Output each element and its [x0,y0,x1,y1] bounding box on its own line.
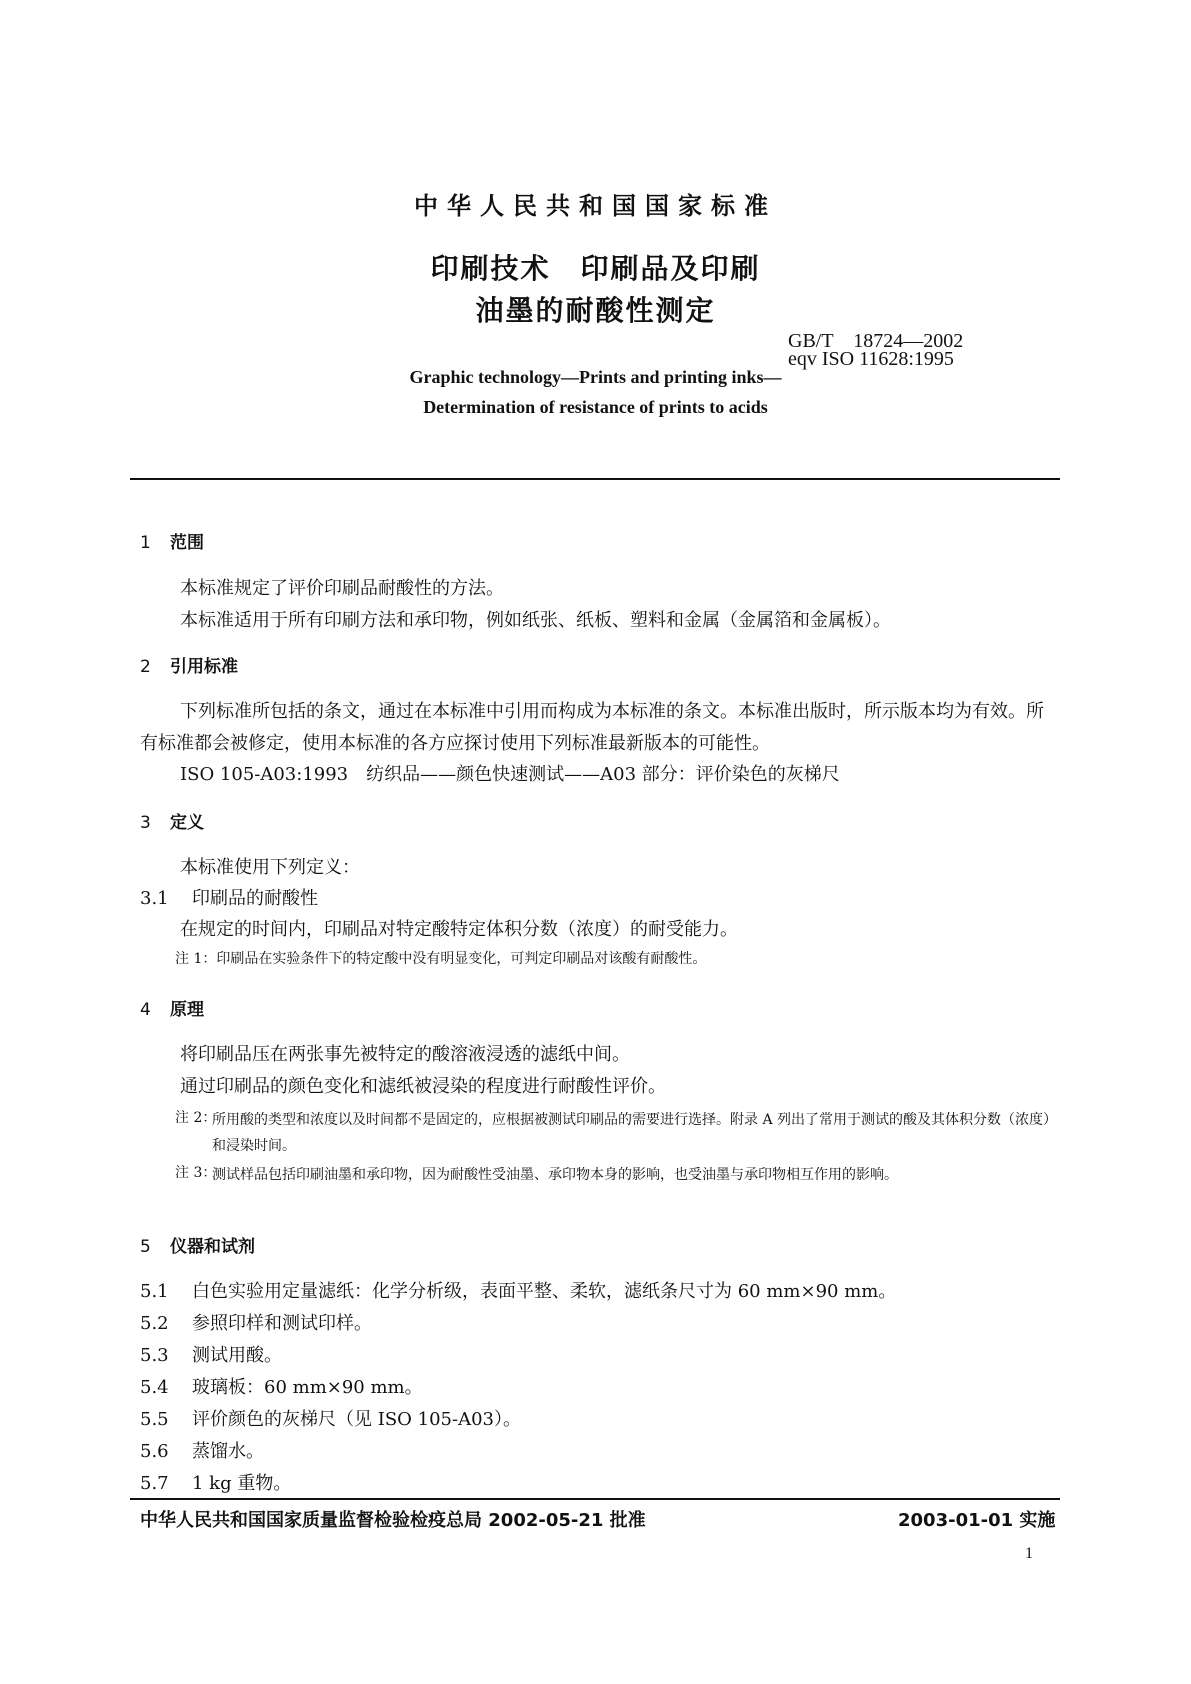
approval-line: 中华人民共和国国家质量监督检验检疫总局 2002-05-21 批准 [140,1510,646,1531]
section-number: 1 [140,533,151,553]
item-number: 5.5 [140,1409,169,1430]
section-title: 引用标准 [170,657,238,677]
note-3: 测试样品包括印刷油墨和承印物，因为耐酸性受油墨、承印物本身的影响，也受油墨与承印物相互作用的影响。 [212,1167,898,1183]
item-number: 5.3 [140,1345,169,1366]
item-text: 蒸馏水。 [192,1441,264,1462]
normative-reference: ISO 105-A03:1993 纺织品——颜色快速测试——A03 部分：评价染色的灰梯尺 [180,764,840,785]
section-4-heading [140,995,204,1020]
footer-rule [130,1498,1060,1500]
list-item [140,1277,896,1303]
list-item [140,1469,291,1495]
paragraph: 通过印刷品的颜色变化和滤纸被浸染的程度进行耐酸性评价。 [180,1076,666,1097]
national-standard-heading: 中华人民共和国国家标准 [414,192,777,220]
item-number: 5.6 [140,1441,169,1462]
definition-number: 3.1 [140,888,169,909]
note-3-label: 注 3： [175,1165,217,1181]
section-3-heading [140,808,204,833]
item-number: 5.1 [140,1281,169,1302]
list-item [140,1437,264,1463]
section-5-heading [140,1232,255,1257]
note-1: 注 1：印刷品在实验条件下的特定酸中没有明显变化，可判定印刷品对该酸有耐酸性。 [175,951,707,967]
item-number: 5.2 [140,1313,169,1334]
title-en-line2: Determination of resistance of prints to acids [423,397,768,417]
section-number: 3 [140,813,151,833]
note-2-label: 注 2： [175,1110,217,1126]
item-text: 测试用酸。 [192,1345,282,1366]
section-2-heading [140,652,238,677]
paragraph: 本标准适用于所有印刷方法和承印物，例如纸张、纸板、塑料和金属（金属箔和金属板）。 [180,610,891,631]
paragraph: 下列标准所包括的条文，通过在本标准中引用而构成为本标准的条文。本标准出版时，所示版本均为有效。所有标准都会被修定，使用本标准的各方应探讨使用下列标准最新版本的可能性。 [140,701,1044,754]
definition-term: 印刷品的耐酸性 [192,888,318,909]
item-text: 参照印样和测试印样。 [192,1313,372,1334]
list-item [140,1341,282,1367]
equivalent-standard: eqv ISO 11628:1995 [788,348,954,370]
paragraph: 本标准使用下列定义： [180,857,360,878]
item-text: 白色实验用定量滤纸：化学分析级，表面平整、柔软，滤纸条尺寸为 60 mm×90 mm。 [192,1281,897,1302]
section-1-heading [140,528,204,553]
paragraph: 本标准规定了评价印刷品耐酸性的方法。 [180,578,504,599]
section-title: 原理 [170,1000,204,1020]
title-cn-line2: 油墨的耐酸性测定 [475,294,716,327]
section-number: 5 [140,1237,151,1257]
implementation-date: 2003-01-01 实施 [898,1510,1056,1531]
section-title: 定义 [170,813,204,833]
section-title: 仪器和试剂 [170,1237,255,1257]
standard-number: GB/T 18724—2002 [788,330,964,352]
item-number: 5.7 [140,1473,169,1494]
section-title: 范围 [170,533,204,553]
title-cn-line1: 印刷技术 印刷品及印刷 [430,252,761,285]
list-item [140,1405,521,1431]
definition-text: 在规定的时间内，印刷品对特定酸特定体积分数（浓度）的耐受能力。 [180,919,738,940]
item-text: 评价颜色的灰梯尺（见 ISO 105-A03）。 [192,1409,521,1430]
list-item [140,1373,423,1399]
section-number: 2 [140,657,151,677]
item-text: 玻璃板：60 mm×90 mm。 [192,1377,423,1398]
page-number: 1 [1025,1545,1033,1562]
list-item [140,1309,372,1335]
item-text: 1 kg 重物。 [192,1473,292,1494]
item-number: 5.4 [140,1377,169,1398]
title-en-line1: Graphic technology—Prints and printing inks— [409,367,782,387]
header-rule [130,478,1060,480]
note-2: 所用酸的类型和浓度以及时间都不是固定的，应根据被测试印刷品的需要进行选择。附录 A 列出了常用于测试的酸及其体积分数（浓度）和浸染时间。 [212,1112,1058,1154]
section-number: 4 [140,1000,151,1020]
paragraph: 将印刷品压在两张事先被特定的酸溶液浸透的滤纸中间。 [180,1044,630,1065]
definition-heading [140,884,318,910]
